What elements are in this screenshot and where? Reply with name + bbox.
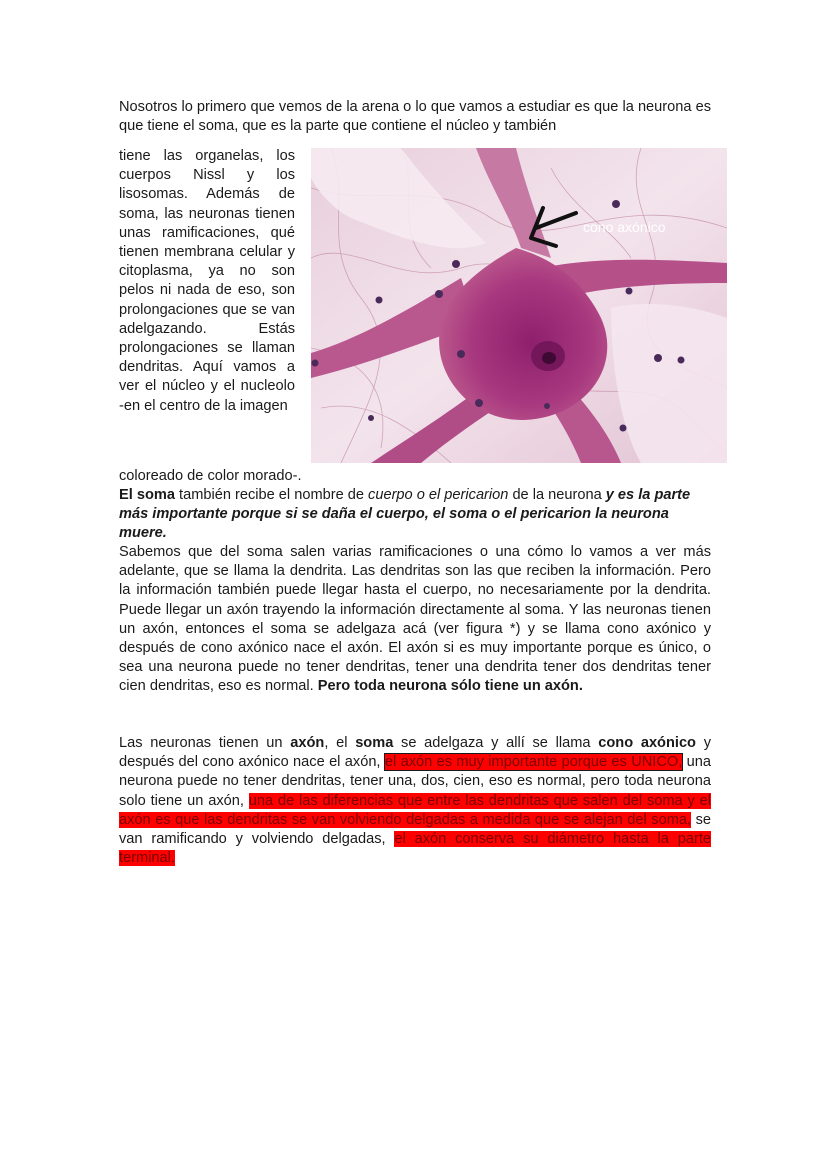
intro-text: Nosotros lo primero que vemos de la arena o lo que vamos a estudiar es que la neurona es que tiene el soma, que es la parte que contiene el núcleo y también [119,99,711,135]
highlight-difference: una de las diferencias que entre las dendritas que salen del soma y el axón es que las dendritas se van volviendo delgadas a medida que se alejan del soma, [119,792,711,828]
soma-paragraph: El soma también recibe el nombre de cuerpo o el pericarion de la neurona y es la parte más importante porque si se daña el cuerpo, el soma o el pericarion la neurona muere. [119,487,691,542]
neuron-image [311,148,727,463]
soma-emphasis: y es la parte más importante porque si se daña el cuerpo, el soma o el pericarion la neurona muere. [119,487,691,542]
float-tail: coloreado de color morado-. [119,468,302,484]
neuron-micrograph [311,148,727,463]
intro-paragraph [119,98,711,136]
figure-label: cono axónico [583,219,666,235]
highlight-diameter: el axón conserva su diámetro hasta la parte terminal. [119,831,711,867]
highlight-unique: el axón es muy importante porque es ÚNICO, [384,754,683,771]
dendrite-paragraph: Sabemos que del soma salen varias ramificaciones o una cómo lo vamos a ver más adelante, que se llama la dendrita. Las dendritas son las que reciben la información. Pero la información también puede llegar hasta el cuerpo, no necesariamente por la dendrita. Puede llegar un axón trayendo la información directamente al soma. Y las neuronas tienen un axón, entonces el soma se adelgaza acá (ver figura *) y se llama cono axónico y después de cono axónico nace el axón. El axón si es muy importante porque es único, o sea una neurona puede no tener dendritas, tener una dendrita tener dos dendritas tener cien dendritas, eso es normal. Pero toda neurona sólo tiene un axón. [119,544,711,695]
float-text: tiene las organelas, los cuerpos Nissl y los lisosomas. Además de soma, las neuronas tienen unas ramificaciones, qué tienen membrana celular y citoplasma, ya no son pelos ni nada de eso, son prolongaciones que se van adelgazando. Estás prolongaciones se llaman dendritas. Aquí vamos a ver el núcleo y el nucleolo -en el centro de la imagen [119,148,295,414]
float-column [119,147,295,416]
summary-paragraph: Las neuronas tienen un axón, el soma se adelgaza y allí se llama cono axónico y después del cono axónico nace el axón, el axón es muy importante porque es ÚNICO, una neurona puede no tener dendritas, tener una, dos, cien, eso es normal, pero toda neurona solo tiene un axón, una de las diferencias que entre las dendritas que salen del soma y el axón es que las dendritas se van volviendo delgadas a medida que se alejan del soma, se van ramificando y volviendo delgadas, el axón conserva su diámetro hasta la parte terminal. [119,735,712,867]
axon-emphasis: Pero toda neurona sólo tiene un axón. [317,678,583,695]
soma-bold: El soma [119,487,175,503]
